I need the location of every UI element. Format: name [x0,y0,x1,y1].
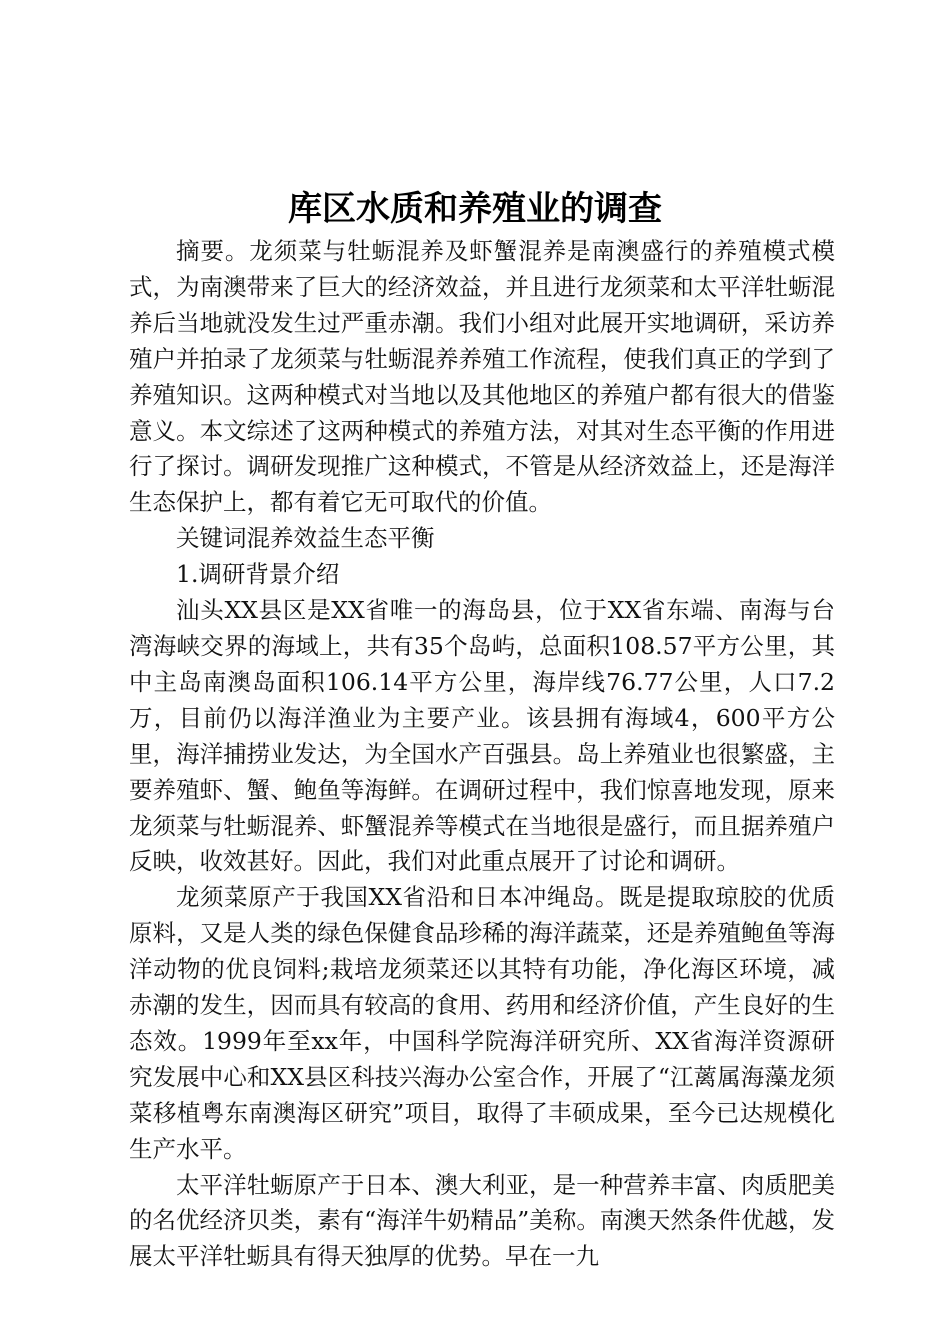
document-body [129,234,835,1275]
body-paragraph: 汕头XX县区是XX省唯一的海岛县，位于XX省东端、南海与台湾海峡交界的海域上，共有35个岛屿，总面积108.57平方公里，其中主岛南澳岛面积106.14平方公里，海岸线76.77公里，人口7.2万，目前仍以海洋渔业为主要产业。该县拥有海域4，600平方公里，海洋捕捞业发达，为全国水产百强县。岛上养殖业也很繁盛，主要养殖虾、蟹、鲍鱼等海鲜。在调研过程中，我们惊喜地发现，原来龙须菜与牡蛎混养、虾蟹混养等模式在当地很是盛行，而且据养殖户反映，收效甚好。因此，我们对此重点展开了讨论和调研。 [129,596,835,876]
keywords-line: 关键词混养效益生态平衡 [176,524,435,553]
body-paragraph: 太平洋牡蛎原产于日本、澳大利亚，是一种营养丰富、肉质肥美的名优经济贝类，素有“海洋牛奶精品”美称。南澳天然条件优越，发展太平洋牡蛎具有得天独厚的优势。早在一九 [129,1170,835,1271]
body-paragraph: 龙须菜原产于我国XX省沿和日本冲绳岛。既是提取琼胶的优质原料，又是人类的绿色保健食品珍稀的海洋蔬菜，还是养殖鲍鱼等海洋动物的优良饲料;栽培龙须菜还以其特有功能，净化海区环境，减赤潮的发生，因而具有较高的食用、药用和经济价值，产生良好的生态效。1999年至xx年，中国科学院海洋研究所、XX省海洋资源研究发展中心和XX县区科技兴海办公室合作，开展了“江蓠属海藻龙须菜移植粤东南澳海区研究”项目，取得了丰硕成果，至今已达规模化生产水平。 [129,883,835,1163]
section-heading: 1.调研背景介绍 [176,560,340,589]
abstract-paragraph: 摘要。龙须菜与牡蛎混养及虾蟹混养是南澳盛行的养殖模式模式，为南澳带来了巨大的经济效益，并且进行龙须菜和太平洋牡蛎混养后当地就没发生过严重赤潮。我们小组对此展开实地调研，采访养殖户并拍录了龙须菜与牡蛎混养养殖工作流程，使我们真正的学到了养殖知识。这两种模式对当地以及其他地区的养殖户都有很大的借鉴意义。本文综述了这两种模式的养殖方法，对其对生态平衡的作用进行了探讨。调研发现推广这种模式，不管是从经济效益上，还是海洋生态保护上，都有着它无可取代的价值。 [129,237,835,517]
document-title: 库区水质和养殖业的调查 [288,189,662,229]
